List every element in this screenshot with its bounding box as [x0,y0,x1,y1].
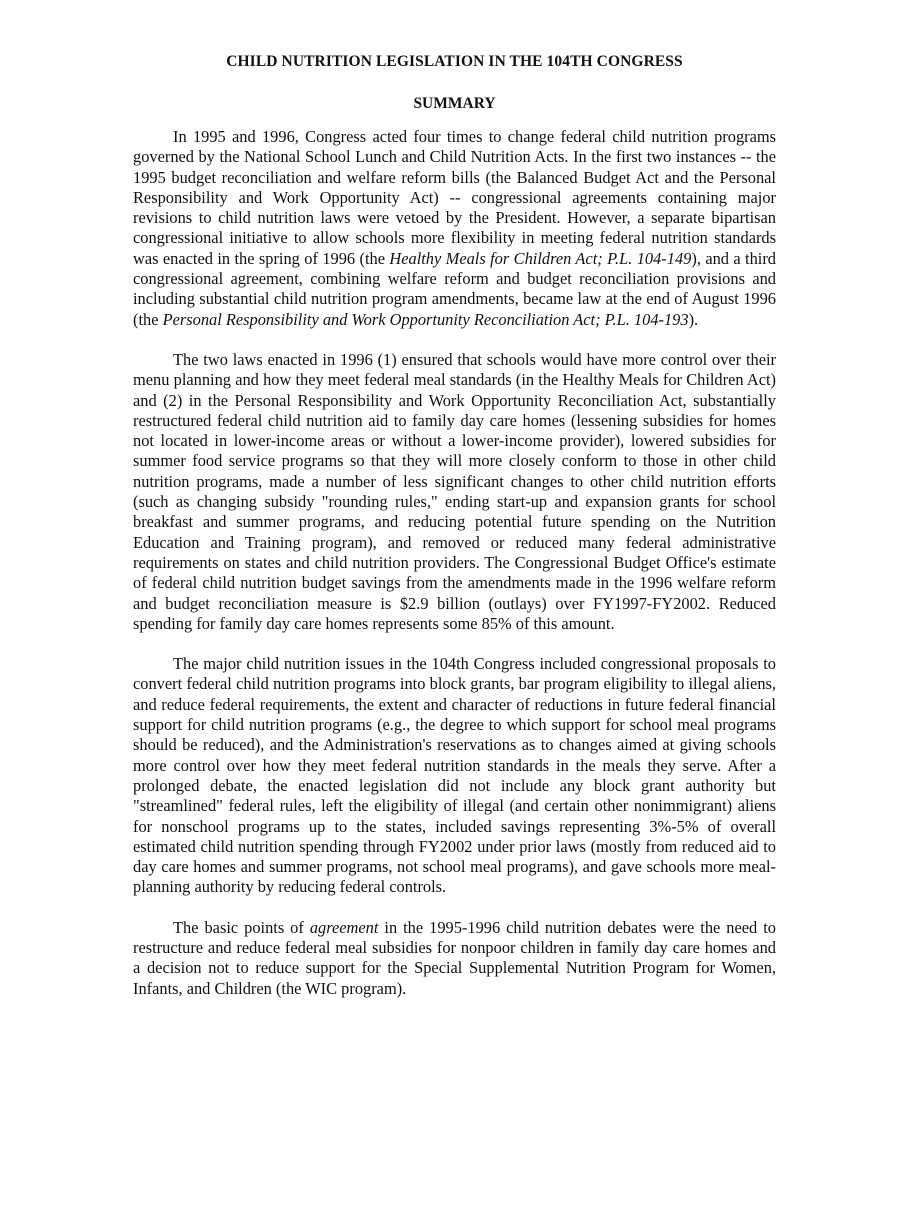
paragraph-text-italic: Personal Responsibility and Work Opportunity Reconciliation Act; P.L. 104-193 [162,309,689,329]
paragraph-4 [133,918,776,999]
paragraph-text: The two laws enacted in 1996 (1) ensured that schools would have more control over their menu planning and how they meet federal meal standards (in the Healthy Meals for Children Act) and (2) in the Personal Responsibility and Work Opportunity Reconciliation Act, substantially restructured federal child nutrition aid to family day care homes (lessening subsidies for homes not located in lower-income areas or without a lower-income provider), lowered subsidies for summer food service programs so that they will more closely conform to those in other child nutrition programs, made a number of less significant changes to other child nutrition efforts (such as changing subsidy "rounding rules," ending start-up and expansion grants for school breakfast and summer programs, and reducing potential future spending on the Nutrition Education and Training program), and removed or reduced many federal administrative requirements on states and child nutrition providers. The Congressional Budget Office's estimate of federal child nutrition budget savings from the amendments made in the 1996 welfare reform and budget reconciliation measure is $2.9 billion (outlays) over FY1997-FY2002. Reduced spending for family day care homes represents some 85% of this amount. [133,349,776,633]
paragraph-text: The major child nutrition issues in the 104th Congress included congressional proposals to convert federal child nutrition programs into block grants, bar program eligibility to illegal aliens, and reduce federal requirements, the extent and character of reductions in future federal financial support for child nutrition programs (e.g., the degree to which support for school meal programs should be reduced), and the Administration's reservations as to changes aimed at giving schools more control over how they meet federal nutrition standards in the meals they serve. After a prolonged debate, the enacted legislation did not include any block grant authority but "streamlined" federal rules, left the eligibility of illegal (and certain other nonimmigrant) aliens for nonschool programs up to the states, included savings representing 3%-5% of overall estimated child nutrition spending through FY2002 under prior laws (mostly from reduced aid to day care homes and summer programs, not school meal programs), and gave schools more meal-planning authority by reducing federal controls. [133,654,776,897]
paragraph-text: ). [688,309,699,329]
paragraph-text: In 1995 and 1996, Congress acted four times to change federal child nutrition programs governed by the National School Lunch and Child Nutrition Acts. In the first two instances -- the 1995 budget reconciliation and welfare reform bills (the Balanced Budget Act and the Personal Responsibility and Work Opportunity Act) -- congressional agreements containing major revisions to child nutrition laws were vetoed by the President. However, a separate bipartisan congressional initiative to allow schools more flexibility in meeting federal nutrition standards was enacted in the spring of 1996 (the [133,127,776,268]
paragraph-text-italic: agreement [309,917,379,937]
section-heading: SUMMARY [413,95,496,112]
document-page [133,52,776,999]
paragraph-1 [133,127,776,330]
paragraph-text: ), and a third congressional agreement, combining welfare reform and budget reconciliation provisions and including substantial child nutrition program amendments, became law at the end of August 1996 (the [133,248,777,329]
paragraph-text: in the 1995-1996 child nutrition debates were the need to restructure and reduce federal meal subsidies for nonpoor children in family day care homes and a decision not to reduce support for the Special Supplemental Nutrition Program for Women, Infants, and Children (the WIC program). [133,917,776,998]
paragraph-text-italic: Healthy Meals for Children Act; P.L. 104-149 [389,248,692,268]
paragraph-3 [133,654,776,898]
paragraph-2 [133,350,776,634]
document-title: CHILD NUTRITION LEGISLATION IN THE 104TH CONGRESS [226,53,683,70]
paragraph-text: The basic points of [173,917,310,937]
